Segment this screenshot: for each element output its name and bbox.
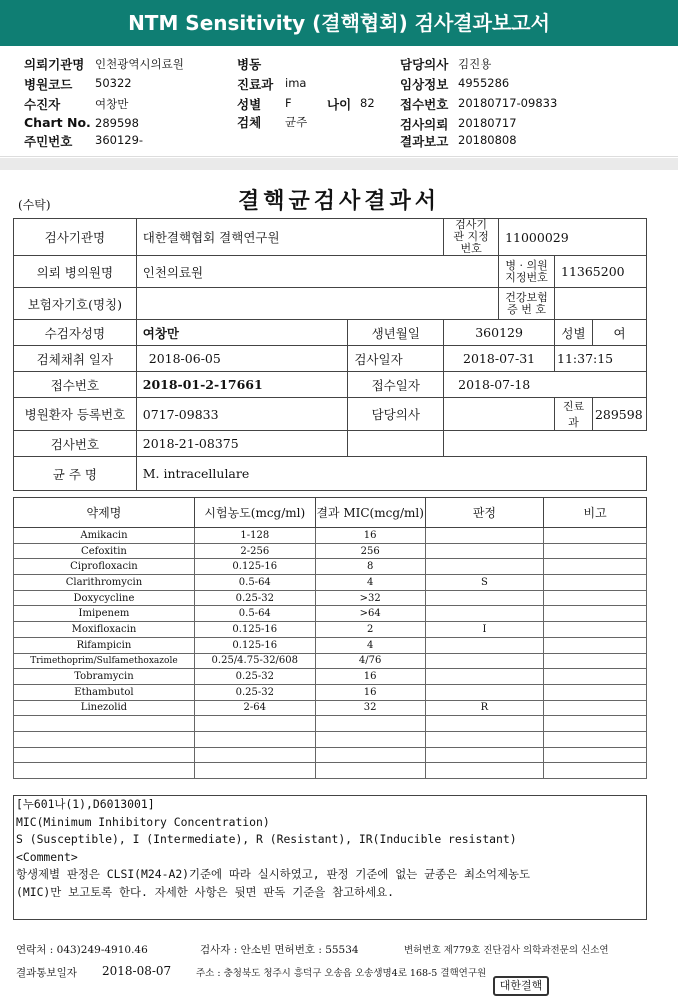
ward-label: 병동 [237,57,262,72]
col-header-concentration: 시험농도(mcg/ml) [194,498,315,528]
sex-value: F [285,96,292,110]
drug-row [14,637,647,653]
interpretation-cell [425,747,544,763]
doctor-value: 김진용 [458,57,492,71]
drug-row [14,763,647,779]
document-title: 결핵균검사결과서 [237,188,441,214]
note-cell [544,669,647,685]
drug-name-cell: Ciprofloxacin [14,559,195,575]
doctor-label: 담당의사 [400,57,449,72]
drug-row [14,653,647,669]
hospital-code-value: 50322 [95,76,132,90]
concentration-cell [194,763,315,779]
collect-date-value: 2018-06-05 [136,346,348,372]
note-cell [544,590,647,606]
ref-hospital-label: 의뢰 병의원명 [14,256,137,288]
test-time-value: 11:37:15 [555,346,647,372]
col-header-note: 비고 [544,498,647,528]
health-ins-label: 건강보험 증 번 호 [499,288,555,320]
mic-cell: 16 [315,669,425,685]
mic-cell: 32 [315,700,425,716]
drug-name-cell: Rifampicin [14,637,195,653]
interpretation-cell [425,763,544,779]
sex-label: 성별 [237,97,262,112]
mic-cell [315,716,425,732]
drug-row [14,575,647,591]
section-divider [0,158,678,170]
note-line: [누601나(1),D6013001] [16,797,155,811]
empty-cell [348,431,444,457]
report-title: NTM Sensitivity (결핵협회) 검사결과보고서 [128,11,550,35]
birth-label: 생년월일 [348,320,444,346]
lab-code-label: 검사기관 지정번호 [444,219,499,256]
note-cell [544,528,647,544]
lab-name-label: 검사기관명 [14,219,137,256]
drug-name-cell: Imipenem [14,606,195,622]
hospital-code-label: 병원코드 [24,77,73,92]
drug-row [14,543,647,559]
resident-no-value: 360129- [95,133,144,147]
info-row [14,431,647,457]
test-date-label: 검사일자 [348,346,444,372]
info-row [14,256,647,288]
summary-divider [0,156,678,157]
lab-name-value: 대한결핵협회 결핵연구원 [136,219,443,256]
interpretation-cell [425,731,544,747]
drug-row [14,700,647,716]
interpretation-cell [425,590,544,606]
institution-label: 의뢰기관명 [24,57,85,72]
mic-cell: 4/76 [315,653,425,669]
clinical-info-value: 4955286 [458,76,510,90]
concentration-cell: 2-256 [194,543,315,559]
interpretation-cell [425,653,544,669]
institution-value: 인천광역시의료원 [95,57,184,71]
concentration-cell: 0.5-64 [194,606,315,622]
receipt-date-value: 2018-07-18 [444,372,647,398]
drug-row [14,559,647,575]
ref-hospital-value: 인천의료원 [136,256,498,288]
drug-row [14,716,647,732]
department-label: 진료과 [237,77,274,92]
footer-contact: 연락처 : 043)249-4910.46 [16,944,148,956]
concentration-cell: 0.125-16 [194,559,315,575]
note-cell [544,653,647,669]
doctor-value-doc [444,398,555,431]
empty-cell [444,431,647,457]
interpretation-cell [425,543,544,559]
info-row [14,288,647,320]
mic-cell [315,731,425,747]
consignment-tag: (수탁) [18,198,51,212]
test-no-label: 검사번호 [14,431,137,457]
strain-value: M. intracellulare [136,457,646,491]
mic-cell: 4 [315,637,425,653]
note-cell [544,700,647,716]
footer-examiner: 검사자 : 안소빈 면허번호 : 55534 [200,944,359,956]
note-line: 항생제별 판정은 CLSI(M24-A2)기준에 따라 실시하였고, 판정 기준에 없는 균종은 최소억제농도 [16,867,530,881]
chart-no-label: Chart No. [24,115,91,130]
mic-cell: 4 [315,575,425,591]
note-line: (MIC)만 보고토록 한다. 자세한 사항은 뒷면 판독 기준을 참고하세요. [16,884,394,899]
info-row [14,457,647,491]
concentration-cell: 0.125-16 [194,637,315,653]
concentration-cell [194,731,315,747]
receipt-no-label: 접수번호 [400,97,449,112]
examinee-value: 여창만 [95,97,129,111]
interpretation-cell [425,559,544,575]
note-cell [544,684,647,700]
note-cell [544,606,647,622]
drug-row [14,731,647,747]
note-line: MIC(Minimum Inhibitory Concentration) [16,814,270,829]
sex-value-doc: 여 [592,320,646,346]
concentration-cell: 0.125-16 [194,622,315,638]
mic-cell [315,763,425,779]
drug-name-cell: Tobramycin [14,669,195,685]
drug-row [14,747,647,763]
concentration-cell [194,747,315,763]
drug-row [14,528,647,544]
footer-address: 주소 : 충청북도 청주시 흥덕구 오송읍 오송생명4로 168-5 결핵연구원 [196,968,487,979]
mic-cell: 2 [315,622,425,638]
concentration-cell [194,716,315,732]
concentration-cell: 2-64 [194,700,315,716]
drug-name-cell: Cefoxitin [14,543,195,559]
seal-stamp: 대한결핵 [493,976,549,996]
insured-label: 보험자기호(명칭) [14,288,137,320]
drug-name-cell: Doxycycline [14,590,195,606]
doctor-label-doc: 담당의사 [348,398,444,431]
drug-row [14,684,647,700]
note-cell [544,622,647,638]
drug-row [14,622,647,638]
col-header-mic: 결과 MIC(mcg/ml) [315,498,425,528]
birth-value: 360129 [444,320,555,346]
chart-no-value: 289598 [95,116,139,130]
note-cell [544,747,647,763]
report-date-label: 결과보고 [400,134,449,149]
drug-name-cell: Clarithromycin [14,575,195,591]
footer-notify-label: 결과통보일자 [16,967,77,979]
clinical-info-label: 임상정보 [400,77,449,92]
dept-label-doc: 진료과 [555,398,593,431]
patient-info-table [13,218,647,491]
drug-name-cell: Amikacin [14,528,195,544]
drug-name-cell: Ethambutol [14,684,195,700]
specimen-label: 검체 [237,115,262,130]
interpretation-cell [425,684,544,700]
scanned-report-document [0,170,678,1000]
drug-name-cell: Trimethoprim/Sulfamethoxazole [14,653,195,669]
info-row [14,398,647,431]
info-row [14,219,647,256]
accession-value: 2018-01-2-17661 [136,372,348,398]
interpretation-cell: S [425,575,544,591]
concentration-cell: 0.25-32 [194,590,315,606]
interpretation-cell [425,716,544,732]
mic-cell: 16 [315,684,425,700]
test-date-value: 2018-07-31 [444,346,555,372]
drug-name-cell [14,763,195,779]
mic-cell [315,747,425,763]
resident-no-label: 주민번호 [24,134,73,149]
interpretation-cell [425,606,544,622]
concentration-cell: 0.25/4.75-32/608 [194,653,315,669]
note-line: S (Susceptible), I (Intermediate), R (Resistant), IR(Inducible resistant) [16,832,517,846]
mic-cell: >32 [315,590,425,606]
drug-name-cell: Moxifloxacin [14,622,195,638]
request-date-label: 검사의뢰 [400,117,449,132]
mic-cell: >64 [315,606,425,622]
interpretation-cell [425,669,544,685]
note-line: <Comment> [16,849,78,864]
age-label: 나이 [327,97,352,112]
concentration-cell: 1-128 [194,528,315,544]
drug-row [14,590,647,606]
concentration-cell: 0.25-32 [194,684,315,700]
strain-label: 균 주 명 [14,457,137,491]
drug-name-cell [14,747,195,763]
concentration-cell: 0.25-32 [194,669,315,685]
notes-box [13,795,647,920]
health-ins-value [555,288,647,320]
request-date-value: 20180717 [458,116,517,130]
drug-name-cell [14,731,195,747]
department-value: ima [285,76,307,90]
concentration-cell: 0.5-64 [194,575,315,591]
test-no-value: 2018-21-08375 [136,431,348,457]
collect-date-label: 검체채취 일자 [14,346,137,372]
col-header-drug: 약제명 [14,498,195,528]
note-cell [544,637,647,653]
mic-cell: 256 [315,543,425,559]
mic-cell: 8 [315,559,425,575]
drug-name-cell [14,716,195,732]
drug-name-cell: Linezolid [14,700,195,716]
note-cell [544,731,647,747]
interpretation-cell: R [425,700,544,716]
note-cell [544,559,647,575]
drug-row [14,606,647,622]
interpretation-cell: I [425,622,544,638]
report-title-bar [0,0,678,46]
insured-value [136,288,498,320]
accession-label: 접수번호 [14,372,137,398]
specimen-value: 균주 [285,115,308,129]
lab-code-value: 11000029 [499,219,647,256]
mic-cell: 16 [315,528,425,544]
footer-license: 변허번호 제779호 진단검사 의학과전문의 신소연 [404,945,609,956]
reg-no-label: 병원환자 등록번호 [14,398,137,431]
footer-notify-date: 2018-08-07 [102,964,172,978]
col-header-interpretation: 판정 [425,498,544,528]
drug-table-body [14,528,647,779]
receipt-no-value: 20180717-09833 [458,96,558,110]
patient-value: 여창만 [136,320,348,346]
hosp-code-value: 11365200 [555,256,647,288]
drug-row [14,669,647,685]
dept-value-doc: 289598 [592,398,646,431]
interpretation-cell [425,637,544,653]
note-cell [544,763,647,779]
hosp-code-label: 병 · 의원 지정번호 [499,256,555,288]
summary-panel [0,46,678,158]
age-value: 82 [360,96,375,110]
reg-no-value: 0717-09833 [136,398,348,431]
sex-label-doc: 성별 [555,320,593,346]
note-cell [544,716,647,732]
interpretation-cell [425,528,544,544]
receipt-date-label: 접수일자 [348,372,444,398]
info-row [14,346,647,372]
report-date-value: 20180808 [458,133,517,147]
info-row [14,320,647,346]
info-row [14,372,647,398]
note-cell [544,543,647,559]
note-cell [544,575,647,591]
examinee-label: 수진자 [24,97,61,112]
patient-label: 수검자성명 [14,320,137,346]
drug-susceptibility-table [13,497,647,779]
